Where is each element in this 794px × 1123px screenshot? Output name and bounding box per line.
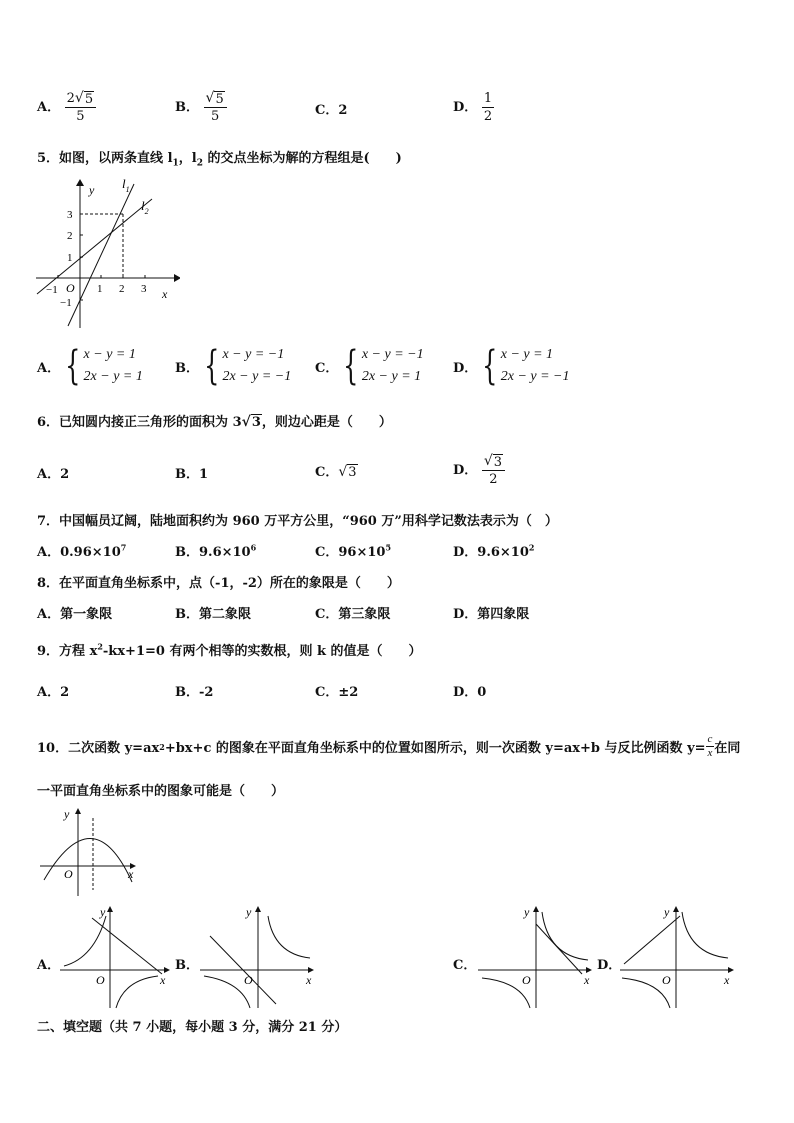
option-letter: A． (37, 607, 61, 622)
y-axis-label: y (246, 905, 252, 919)
option-text: ±2 (338, 685, 359, 700)
linear-function (624, 916, 680, 964)
option-text: 2 (60, 467, 70, 482)
radicand: 3 (493, 455, 503, 470)
fraction-numerator: 1 (483, 91, 493, 106)
fraction-denominator: x (707, 747, 713, 759)
section-2-heading: 二、填空题（共 7 小题，每小题 3 分，满分 21 分） (37, 1020, 348, 1035)
option-letter: B． (175, 360, 199, 376)
fraction-denominator: 5 (210, 109, 220, 124)
radicand: 3 (251, 415, 261, 430)
q7-stem: 7．中国幅员辽阔，陆地面积约为 960 万平方公里，“960 万”用科学记数法表示为（ ） (37, 514, 558, 529)
option-text: 2 (60, 685, 70, 700)
hyperbola-branch-q1 (542, 912, 588, 960)
equation: x − y = −1 (222, 347, 285, 362)
y-axis-arrow (76, 179, 84, 186)
y-axis-label: y (89, 183, 95, 197)
option-letter: D． (453, 360, 478, 376)
x-axis-label: x (724, 973, 730, 987)
q8-option-d (453, 603, 529, 622)
parabola-curve (44, 838, 132, 882)
q10-option-a-letter: A． (37, 958, 61, 973)
x-axis-label: x (162, 287, 168, 301)
option-text: 第三象限 (338, 607, 391, 622)
fraction-numerator: √ 3 (482, 453, 505, 471)
q4-option-a (37, 90, 96, 125)
x-axis-label: x (160, 973, 166, 987)
l1-label-sub: 1 (125, 185, 130, 194)
q9-option-c (315, 681, 358, 700)
option-text: 第二象限 (199, 607, 252, 622)
x-axis-label: x (584, 973, 590, 987)
q10-stem-line1 (37, 733, 740, 760)
stem-text: 9．方程 x (37, 644, 98, 659)
l1-label-text: l (122, 176, 126, 191)
q6-option-b (175, 463, 208, 482)
exponent: 5 (385, 542, 392, 553)
option-letter: D． (453, 607, 478, 622)
option-text: 第四象限 (477, 607, 530, 622)
q10-parabola-graph (38, 806, 138, 898)
l2-label-sub: 2 (144, 207, 149, 216)
fraction-numerator (65, 90, 96, 108)
radicand: 5 (215, 92, 224, 107)
q4-option-d (453, 90, 494, 125)
option-letter: B． (175, 100, 199, 115)
q4-option-b (175, 90, 227, 125)
option-letter: D． (453, 545, 478, 560)
q8-option-b (175, 603, 251, 622)
stem-text: -kx+1=0 有两个相等的实数根，则 k 的值是（ ） (102, 644, 422, 659)
q10-option-d-graph (618, 904, 738, 1011)
line-l2 (37, 199, 152, 294)
option-letter: D． (453, 463, 478, 478)
option-letter: C． (315, 607, 339, 622)
hyperbola-branch-q1 (682, 912, 728, 958)
y-axis-label: y (664, 905, 670, 919)
radicand: 3 (348, 465, 357, 480)
option-letter: A． (37, 467, 61, 482)
q10-stem-line2: 一平面直角坐标系中的图象可能是（ ） (37, 784, 285, 799)
q9-option-d (453, 681, 486, 700)
q8-option-c (315, 603, 390, 622)
q8-stem: 8．在平面直角坐标系中，点（-1，-2）所在的象限是（ ） (37, 576, 400, 591)
stem-text: 6．已知圆内接正三角形的面积为 3 (37, 415, 242, 430)
q10-option-c-letter: C． (453, 958, 477, 973)
x-tick-label: −1 (46, 284, 58, 296)
equation-system: { x − y = −1 2x − y = 1 (343, 343, 424, 389)
stem-text: 的交点坐标为解的方程组是( ) (203, 151, 402, 166)
x-tick-label: 2 (119, 283, 125, 295)
option-letter: B． (175, 685, 199, 700)
fraction (482, 453, 505, 488)
l2-label (141, 198, 149, 216)
q10-option-b-letter: B． (175, 958, 199, 973)
stem-text: 5．如图，以两条直线 l (37, 151, 173, 166)
equation: x − y = 1 (500, 347, 554, 362)
option-text: 0 (477, 685, 487, 700)
q10-option-b-graph (198, 904, 318, 1011)
option-text: 1 (199, 467, 209, 482)
equation: 2x − y = 1 (361, 369, 422, 384)
option-text: 2 (338, 103, 348, 118)
x-tick-label: 1 (97, 283, 103, 295)
equation: 2x − y = 1 (83, 369, 143, 384)
q7-option-d (453, 541, 534, 560)
sqrt: √ 3 (241, 414, 261, 430)
coefficient: 2 (66, 91, 75, 106)
q7-option-a (37, 541, 126, 560)
q7-option-b (175, 541, 256, 560)
option-text: 第一象限 (60, 607, 113, 622)
option-letter: B． (175, 545, 199, 560)
q7-option-c (315, 541, 391, 560)
y-tick-label: 1 (67, 252, 73, 264)
origin-label: O (96, 973, 105, 987)
y-axis-label: y (64, 807, 70, 821)
exponent: 2 (159, 741, 165, 752)
option-letter: D． (453, 685, 478, 700)
hyperbola-branch-q4 (116, 976, 158, 1008)
q4-option-c (315, 99, 347, 118)
q6-option-d (453, 453, 505, 488)
option-letter: A． (37, 545, 61, 560)
q5-stem (37, 147, 402, 169)
equation: x − y = 1 (83, 347, 136, 362)
option-letter: D． (453, 100, 478, 115)
option-text: 9.6×10 (477, 545, 529, 560)
fraction (706, 733, 715, 760)
q10-option-c-graph (476, 904, 596, 1011)
hyperbola-branch-q2 (64, 916, 106, 966)
option-letter: A． (37, 100, 61, 115)
y-axis-label: y (524, 905, 530, 919)
radicand: 5 (84, 92, 94, 107)
option-letter: C． (315, 103, 339, 118)
q9-option-b (175, 681, 213, 700)
fraction-denominator: 5 (76, 109, 85, 124)
option-letter: C． (315, 545, 339, 560)
option-letter: A． (37, 685, 61, 700)
fraction (482, 90, 494, 125)
exponent: 2 (97, 641, 103, 652)
origin-label: O (66, 281, 75, 295)
subscript: 2 (196, 158, 203, 169)
equation: 2x − y = −1 (222, 369, 292, 384)
stem-text: ，则边心距是（ ） (261, 415, 392, 430)
fraction-numerator: √ 5 (204, 90, 227, 108)
y-tick-label: 2 (67, 230, 73, 242)
q6-option-c: C． √ 3 (315, 464, 357, 480)
q10-option-a-graph (58, 904, 173, 1011)
equation: 2x − y = −1 (500, 369, 570, 384)
q6-option-a (37, 463, 69, 482)
q5-option-c (315, 344, 424, 388)
linear-function (92, 918, 162, 974)
equation-system: { x − y = 1 2x − y = −1 (482, 343, 570, 389)
l2-label-text: l (141, 198, 145, 213)
subscript: 1 (172, 158, 179, 169)
linear-function (536, 924, 582, 974)
equation-system: { x − y = 1 2x − y = 1 (65, 343, 143, 389)
stem-text: 10．二次函数 y=ax (37, 741, 160, 756)
y-tick-label: 3 (67, 209, 73, 221)
q5-option-a (37, 344, 143, 388)
fraction (65, 90, 96, 125)
origin-label: O (662, 973, 671, 987)
exponent: 7 (120, 542, 127, 553)
q5-graph (34, 176, 180, 330)
y-axis-arrow (75, 808, 81, 814)
x-tick-label: 3 (141, 283, 147, 295)
option-letter: A． (37, 360, 61, 376)
stem-text: ，l (178, 151, 197, 166)
option-letter: B． (175, 467, 199, 482)
option-letter: C． (315, 465, 339, 480)
q6-stem (37, 411, 392, 430)
option-letter: B． (175, 607, 199, 622)
x-axis-label: x (306, 973, 312, 987)
option-letter: C． (315, 685, 339, 700)
exponent: 6 (250, 542, 257, 553)
q8-option-a (37, 603, 112, 622)
fraction (204, 90, 227, 125)
q5-option-d (453, 344, 570, 388)
stem-text: 在同 (714, 741, 741, 756)
option-text: 96×10 (338, 545, 386, 560)
y-axis-label: y (100, 905, 106, 919)
q5-option-b (175, 344, 291, 388)
equation-system: { x − y = −1 2x − y = −1 (204, 343, 292, 389)
q9-stem (37, 640, 422, 659)
origin-label: O (64, 867, 73, 881)
q10-option-d-letter: D． (597, 958, 622, 973)
x-axis-label: x (128, 867, 134, 881)
origin-label: O (522, 973, 531, 987)
y-tick-label: −1 (60, 297, 72, 309)
l1-label (122, 176, 130, 194)
q9-option-a (37, 681, 69, 700)
x-axis-arrow (174, 274, 180, 282)
option-text: 9.6×10 (199, 545, 251, 560)
fraction-denominator: 2 (483, 109, 493, 124)
sqrt: √ 5 (74, 90, 94, 107)
option-letter: C． (315, 360, 339, 376)
stem-text: +bx+c 的图象在平面直角坐标系中的位置如图所示，则一次函数 y=ax+b 与反比例函数 y= (164, 741, 706, 756)
option-text: 0.96×10 (60, 545, 121, 560)
equation: x − y = −1 (361, 347, 424, 362)
line-l1 (68, 184, 134, 326)
fraction-denominator: 2 (489, 472, 498, 487)
exponent: 2 (528, 542, 535, 553)
option-text: -2 (199, 685, 214, 700)
fraction-numerator: c (707, 733, 713, 745)
hyperbola-branch-q1 (268, 916, 310, 958)
origin-label: O (244, 973, 253, 987)
